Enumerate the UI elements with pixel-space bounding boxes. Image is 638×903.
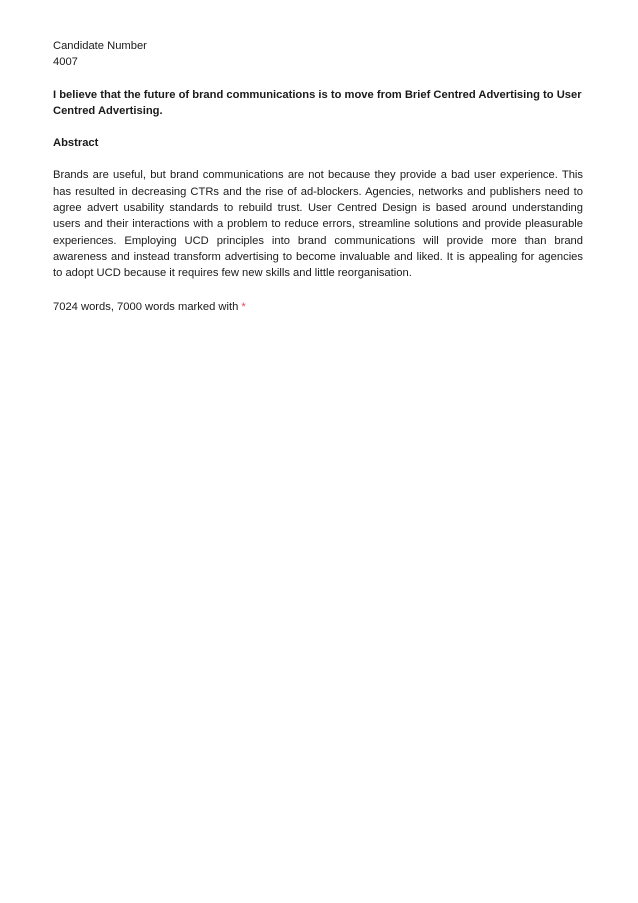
abstract-heading: Abstract	[53, 137, 99, 150]
essay-title: I believe that the future of brand communications is to move from Brief Centred Advertising to User Centred Advertising.	[53, 88, 582, 117]
document-page	[53, 38, 583, 315]
abstract-text: Brands are useful, but brand communications are not because they provide a bad user experience. This has resulted in decreasing CTRs and the rise of ad-blockers. Agencies, networks and publishers need to agree advert usability standards to rebuild trust. User Centred Design is based around understanding users and their interactions with a problem to reduce errors, streamline solutions and provide pleasurable experiences. Employing UCD principles into brand communications will provide more than brand awareness and instead transform advertising to become invaluable and liked. It is appealing for agencies to adopt UCD because it requires few new skills and little reorganisation.	[53, 169, 583, 280]
candidate-number-label: Candidate Number	[53, 40, 147, 52]
asterisk-marker: *	[241, 300, 246, 313]
word-count	[53, 299, 583, 315]
candidate-number-value: 4007	[53, 56, 78, 69]
word-count-text: 7024 words, 7000 words marked with	[53, 300, 242, 313]
